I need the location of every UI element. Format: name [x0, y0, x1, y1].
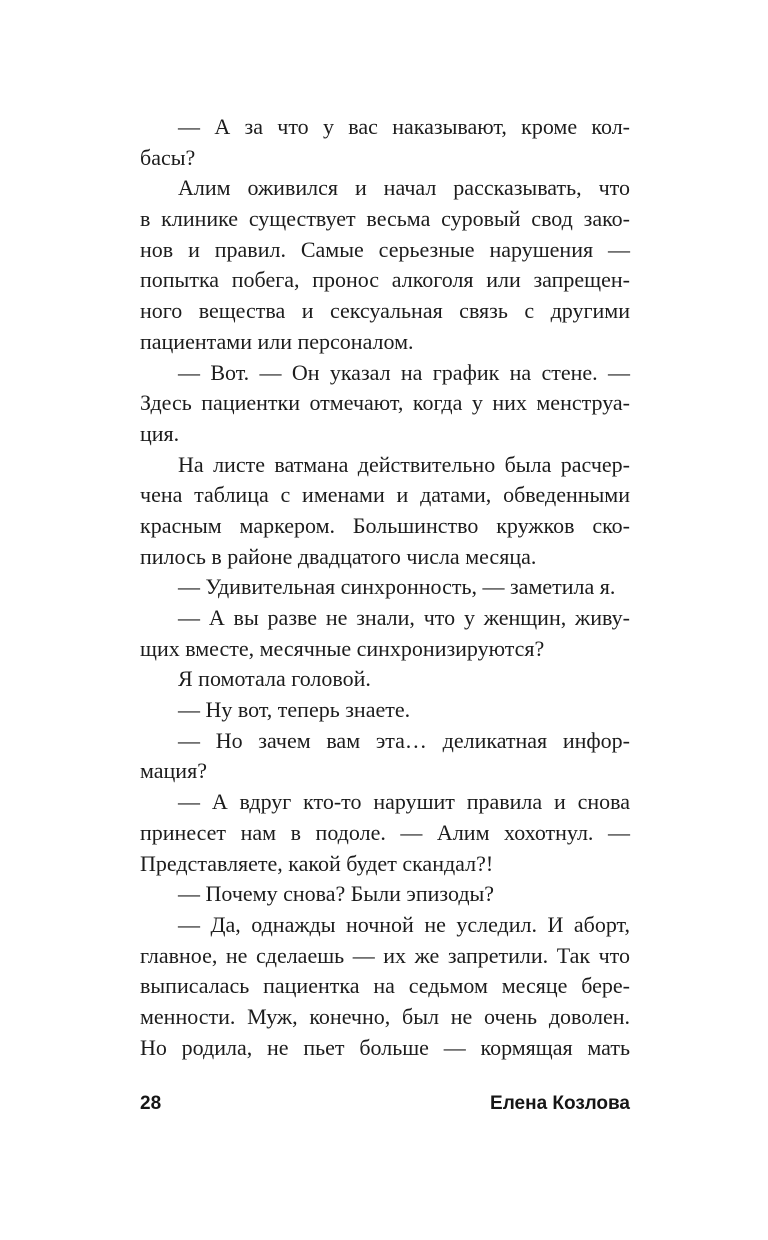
- text-line: ция.: [140, 420, 180, 446]
- text-line: — Почему снова? Были эпизоды?: [178, 881, 495, 907]
- text-line: Алим оживился и начал рассказывать, что: [178, 175, 630, 201]
- text-line: пилось в районе двадцатого числа месяца.: [140, 543, 537, 569]
- page-number: 28: [140, 1093, 162, 1114]
- text-line: нов и правил. Самые серьезные нарушения —: [140, 236, 630, 262]
- text-line: выписалась пациентка на седьмом месяце бере-: [140, 973, 630, 999]
- text-line: На листе ватмана действительно была расчер-: [178, 451, 630, 477]
- text-line: мация?: [140, 758, 207, 784]
- text-line: — Да, однажды ночной не уследил. И аборт,: [178, 911, 630, 937]
- text-line: Здесь пациентки отмечают, когда у них менструа-: [140, 390, 630, 416]
- text-line: пациентами или персоналом.: [140, 328, 414, 354]
- text-line: принесет нам в подоле. — Алим хохотнул. —: [140, 819, 630, 845]
- author-name: Елена Козлова: [490, 1093, 630, 1114]
- text-line: Я помотала головой.: [178, 666, 371, 692]
- text-line: ного вещества и сексуальная связь с другими: [140, 298, 630, 324]
- text-line: — А за что у вас наказывают, кроме кол-: [178, 114, 630, 139]
- text-line: — А вдруг кто-то нарушит правила и снова: [178, 789, 630, 815]
- text-line: красным маркером. Большинство кружков ско-: [140, 512, 630, 538]
- text-line: — Вот. — Он указал на график на стене. —: [178, 359, 630, 385]
- text-line: — Но зачем вам эта… деликатная инфор-: [178, 727, 630, 753]
- text-line: главное, не сделаешь — их же запретили. Так что: [140, 942, 630, 968]
- text-line: — Ну вот, теперь знаете.: [178, 697, 411, 723]
- text-line: менности. Муж, конечно, был не очень доволен.: [140, 1003, 630, 1029]
- text-line: — Удивительная синхронность, — заметила я.: [178, 574, 616, 600]
- text-line: — А вы разве не знали, что у женщин, живу-: [178, 605, 630, 630]
- body-text: [140, 112, 630, 1063]
- text-line: в клинике существует весьма суровый свод зако-: [140, 206, 630, 232]
- text-line: попытка побега, пронос алкоголя или запрещен-: [140, 267, 630, 293]
- page-footer: [140, 1093, 630, 1115]
- text-line: чена таблица с именами и датами, обведенными: [140, 482, 630, 508]
- text-line: Представляете, какой будет скандал?!: [140, 850, 494, 876]
- text-line: щих вместе, месячные синхронизируются?: [140, 635, 545, 661]
- text-line: Но родила, не пьет больше — кормящая мать: [140, 1034, 630, 1060]
- text-line: басы?: [140, 144, 196, 170]
